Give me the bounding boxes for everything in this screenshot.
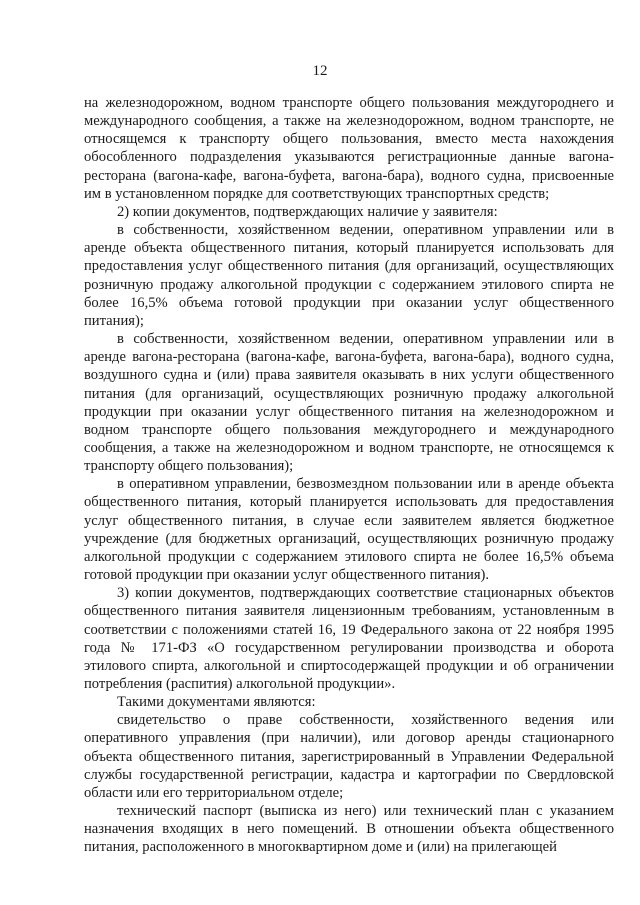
paragraph: Такими документами являются: bbox=[117, 694, 316, 711]
paragraph: на железнодорожном, водном транспорте общего пользования междугороднего и международного сообщения, а также на железнодорожном, водном транспорте, не относящемся к транспорту общего пользования, вместо места нахождения обособленного подразделения указываются регистрационные данные вагона-ресторана (вагона-кафе, вагона-буфета, вагона-бара), водного судна, присвоенные им в установленном порядке для соответствующих транспортных средств; bbox=[84, 95, 614, 202]
page-number: 12 bbox=[312, 63, 328, 79]
document-body bbox=[84, 94, 614, 857]
paragraph: в собственности, хозяйственном ведении, оперативном управлении или в аренде вагона-ресторана (вагона-кафе, вагона-буфета, вагона-бара), водного судна, воздушного судна и (или) права заявителя оказывать в них услуги общественного питания (для организаций, осуществляющих розничную продажу алкогольной продукции при оказании услуг общественного питания на железнодорожном и водном транспорте общего пользования междугороднего и международного сообщения, а также на железнодорожном и водном транспорте, не относящемся к транспорту общего пользования); bbox=[84, 331, 614, 475]
paragraph: технический паспорт (выписка из него) или технический план с указанием назначения входящих в него помещений. В отношении объекта общественного питания, расположенного в многоквартирном доме и (или) на прилегающей bbox=[84, 803, 614, 856]
paragraph: свидетельство о праве собственности, хозяйственного ведения или оперативного управления (при наличии), или договор аренды стационарного объекта общественного питания, зарегистрированный в Управлении Федеральной службы государственной регистрации, кадастра и картографии по Свердловской области или его территориальном отделе; bbox=[84, 712, 614, 801]
paragraph: в оперативном управлении, безвозмездном пользовании или в аренде объекта общественного питания, который планируется использовать для предоставления услуг общественного питания, в случае если заявителем является бюджетное учреждение (для бюджетных организаций, осуществляющих розничную продажу алкогольной продукции с содержанием этилового спирта не более 16,5% объема готовой продукции при оказании услуг общественного питания). bbox=[84, 476, 614, 584]
paragraph: 2) копии документов, подтверждающих наличие у заявителя: bbox=[117, 203, 498, 220]
paragraph: 3) копии документов, подтверждающих соответствие стационарных объектов общественного питания заявителя лицензионным требованиям, установленным в соответствии с положениями статей 16, 19 Федерального закона от 22 ноября 1995 года № 171-ФЗ «О государственном регулировании производства и оборота этилового спирта, алкогольной и спиртосодержащей продукции и об ограничении потребления (распития) алкогольной продукции». bbox=[84, 585, 614, 692]
paragraph: в собственности, хозяйственном ведении, оперативном управлении или в аренде объекта общественного питания, который планируется использовать для предоставления услуг общественного питания (для организаций, осуществляющих розничную продажу алкогольной продукции с содержанием этилового спирта не более 16,5% объема готовой продукции при оказании услуг общественного питания); bbox=[84, 222, 614, 329]
